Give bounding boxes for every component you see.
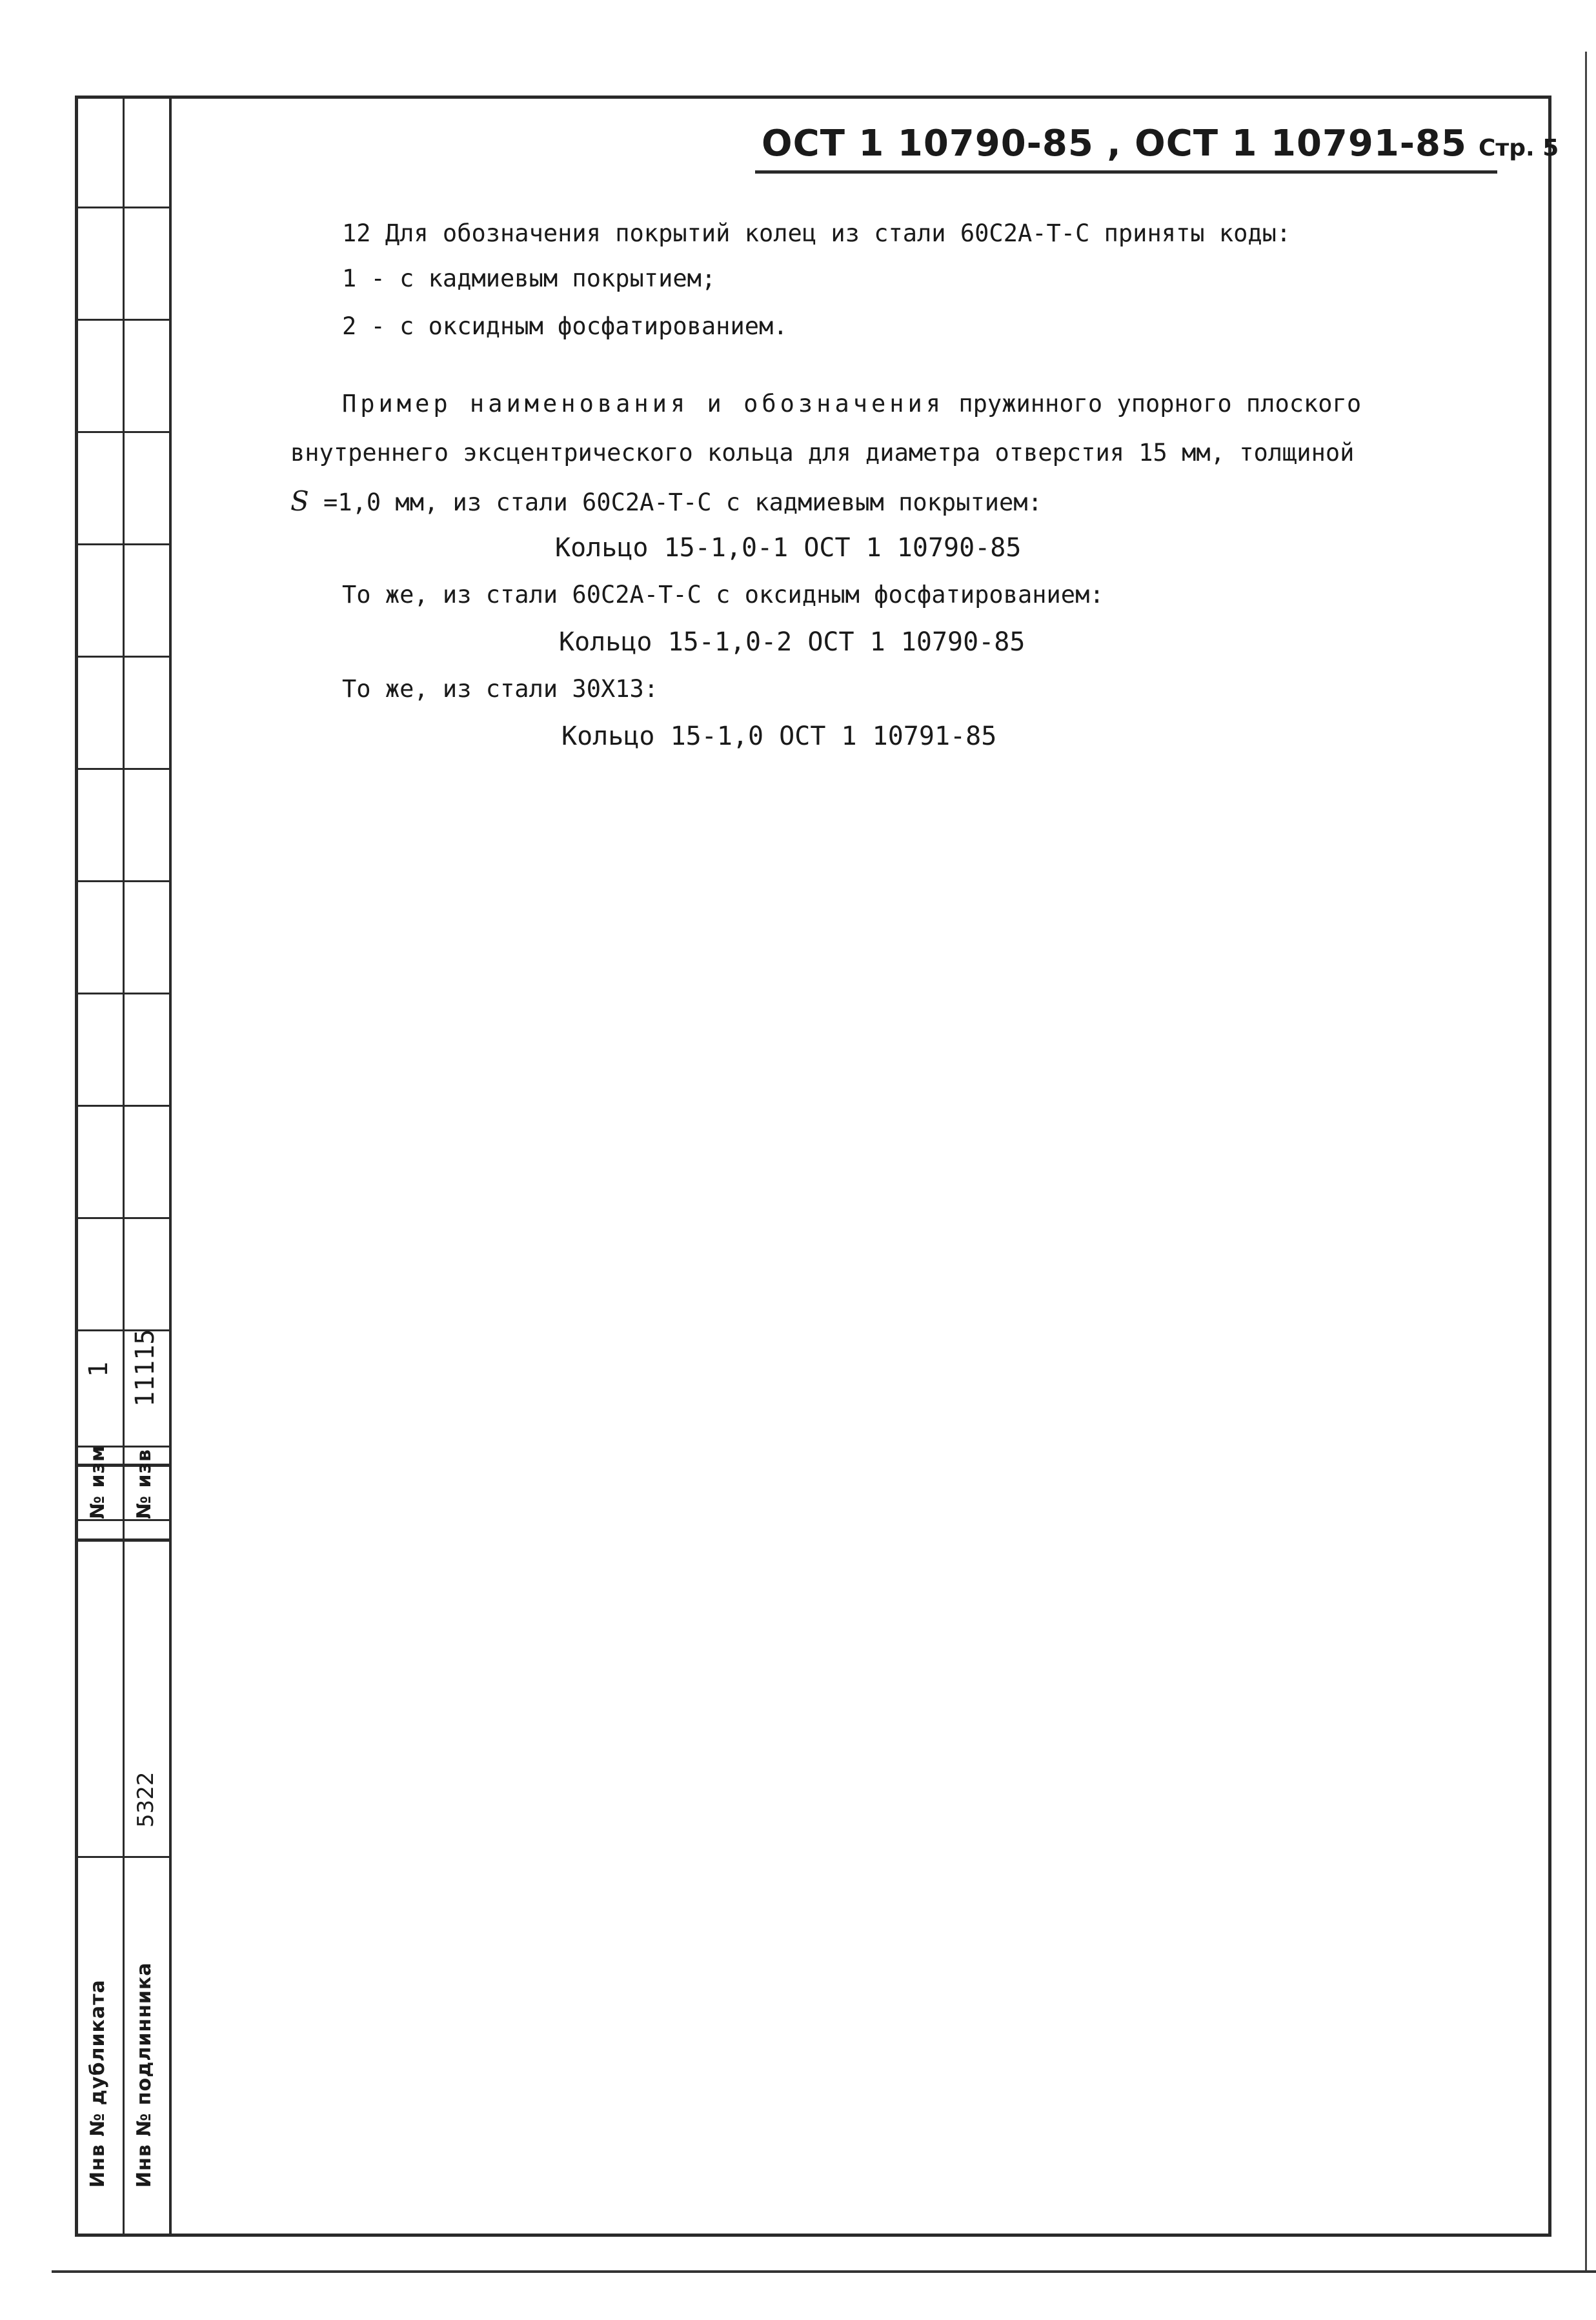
stamp-row-line <box>75 431 169 433</box>
stamp-row-line <box>75 880 169 882</box>
example-heading: Пример наименования и обозначения <box>342 390 945 418</box>
change-number-value: 1 <box>84 1361 114 1377</box>
header-rule <box>755 170 1497 174</box>
example-line-3 <box>290 485 1042 517</box>
stamp-row-line <box>75 1105 169 1107</box>
change-number-label: № изм <box>86 1445 109 1519</box>
side-stamp <box>75 96 172 2237</box>
example-line-1 <box>342 390 1361 418</box>
document-header <box>762 123 1559 165</box>
designation-3: Кольцо 15-1,0 ОСТ 1 10791-85 <box>561 721 997 751</box>
coating-code-1: 1 - с кадмиевым покрытием; <box>342 265 716 292</box>
stamp-row-line <box>75 1519 169 1521</box>
designation-1: Кольцо 15-1,0-1 ОСТ 1 10790-85 <box>555 533 1022 563</box>
stamp-row-line <box>75 207 169 208</box>
original-inventory-value: 5322 <box>133 1771 159 1828</box>
coating-code-2: 2 - с оксидным фосфатированием. <box>342 312 788 340</box>
example-line-2: внутреннего эксцентрического кольца для диаметра отверстия 15 мм, толщиной <box>290 439 1355 467</box>
page-edge-bottom <box>52 2270 1596 2273</box>
stamp-row-line <box>75 1217 169 1219</box>
clause-12: 12 Для обозначения покрытий колец из стали 60С2А-Т-С приняты коды: <box>342 219 1291 247</box>
stamp-row-line <box>75 1538 169 1542</box>
same-steel-2: То же, из стали 30Х13: <box>342 675 659 703</box>
stamp-divider <box>123 96 125 2237</box>
original-inventory-label: Инв № подлинника <box>133 1962 156 2188</box>
designation-2: Кольцо 15-1,0-2 ОСТ 1 10790-85 <box>559 627 1025 657</box>
stamp-row-line <box>75 656 169 658</box>
notice-number-value: 11115 <box>130 1329 160 1407</box>
stamp-row-line <box>75 768 169 770</box>
notice-number-label: № изв <box>133 1449 156 1519</box>
stamp-row-line <box>75 543 169 545</box>
example-line-3-rest: =1,0 мм, из стали 60С2А-Т-С с кадмиевым покрытием: <box>308 489 1042 516</box>
duplicate-inventory-label: Инв № дубликата <box>86 1979 109 2188</box>
thickness-symbol: S <box>290 485 309 517</box>
stamp-row-line <box>75 993 169 994</box>
standard-code: ОСТ 1 10790-85 , ОСТ 1 10791-85 <box>762 123 1467 165</box>
same-steel-1: То же, из стали 60С2А-Т-С с оксидным фосфатированием: <box>342 581 1104 609</box>
stamp-row-line <box>75 1856 169 1858</box>
page-edge-right <box>1585 52 1587 2272</box>
example-line-1-rest: пружинного упорного плоского <box>944 390 1362 418</box>
stamp-row-line <box>75 319 169 321</box>
page-number: Стр. 5 <box>1478 135 1559 161</box>
